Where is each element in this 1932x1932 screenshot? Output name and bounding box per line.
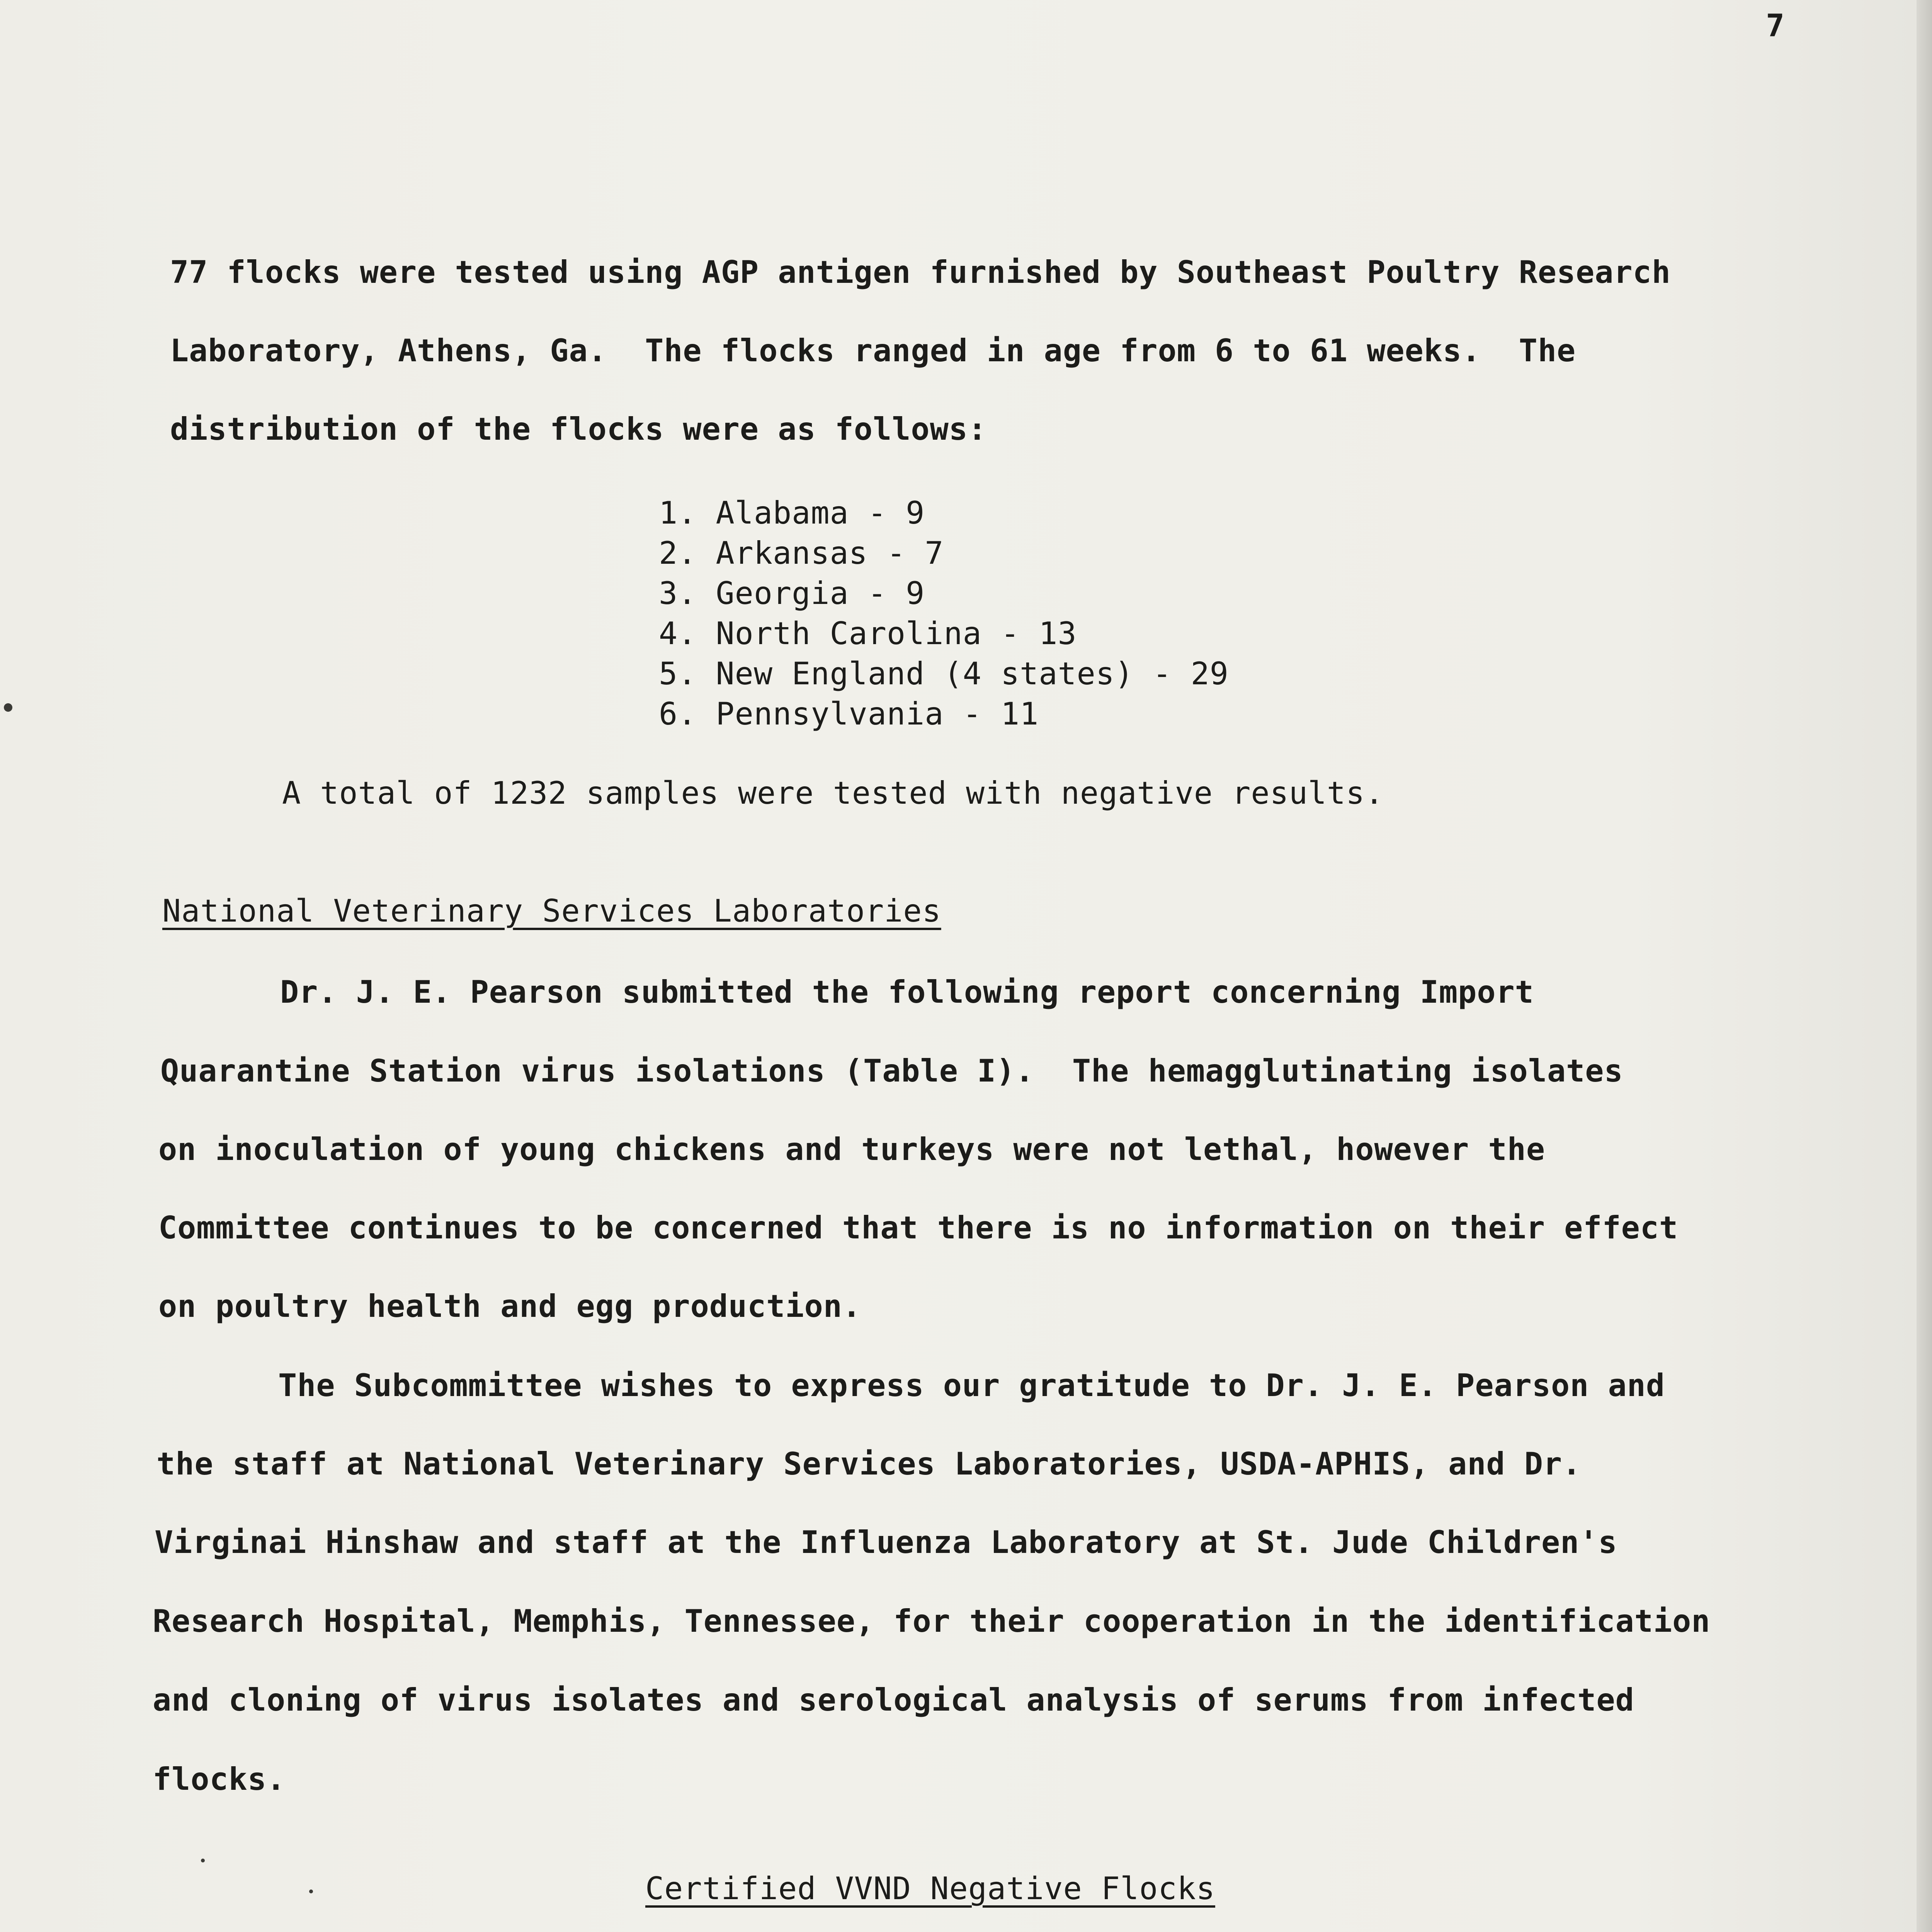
nvsl-p2-line-5: and cloning of virus isolates and serological analysis of serums from infected xyxy=(153,1682,1634,1718)
section-heading-vvnd: Certified VVND Negative Flocks xyxy=(645,1871,1215,1906)
list-item: 1. Alabama - 9 xyxy=(659,495,925,531)
nvsl-p2-line-4: Research Hospital, Memphis, Tennessee, for their cooperation in the identification xyxy=(153,1603,1711,1639)
scan-speck xyxy=(4,703,12,712)
nvsl-p2-line-1: The Subcommittee wishes to express our gratitude to Dr. J. E. Pearson and xyxy=(278,1367,1665,1403)
list-item: 4. North Carolina - 13 xyxy=(659,616,1077,651)
list-item: 3. Georgia - 9 xyxy=(659,575,925,611)
total-line: A total of 1232 samples were tested with negative results. xyxy=(282,775,1384,811)
nvsl-p1-line-4: Committee continues to be concerned that there is no information on their effect xyxy=(158,1210,1679,1246)
intro-line-3: distribution of the flocks were as follows: xyxy=(170,411,987,447)
page-edge xyxy=(1917,0,1932,1932)
nvsl-p1-line-1: Dr. J. E. Pearson submitted the following report concerning Import xyxy=(280,974,1534,1010)
list-item: 2. Arkansas - 7 xyxy=(659,535,944,571)
nvsl-p2-line-3: Virginai Hinshaw and staff at the Influenza Laboratory at St. Jude Children's xyxy=(155,1524,1617,1560)
scan-speck xyxy=(309,1889,313,1893)
list-item: 6. Pennsylvania - 11 xyxy=(659,696,1039,732)
nvsl-p1-line-3: on inoculation of young chickens and turkeys were not lethal, however the xyxy=(158,1131,1545,1167)
intro-line-2: Laboratory, Athens, Ga. The flocks ranged in age from 6 to 61 weeks. The xyxy=(170,333,1576,369)
page-number: 7 xyxy=(1766,8,1785,44)
section-heading-nvsl: National Veterinary Services Laboratories xyxy=(162,893,941,929)
scan-speck xyxy=(201,1859,205,1862)
list-item: 5. New England (4 states) - 29 xyxy=(659,656,1229,692)
nvsl-p1-line-2: Quarantine Station virus isolations (Table I). The hemagglutinating isolates xyxy=(160,1053,1623,1089)
nvsl-p2-line-2: the staff at National Veterinary Services Laboratories, USDA-APHIS, and Dr. xyxy=(156,1446,1582,1482)
nvsl-p2-line-6: flocks. xyxy=(153,1761,286,1797)
nvsl-p1-line-5: on poultry health and egg production. xyxy=(158,1288,862,1324)
intro-line-1: 77 flocks were tested using AGP antigen furnished by Southeast Poultry Research xyxy=(170,254,1671,290)
